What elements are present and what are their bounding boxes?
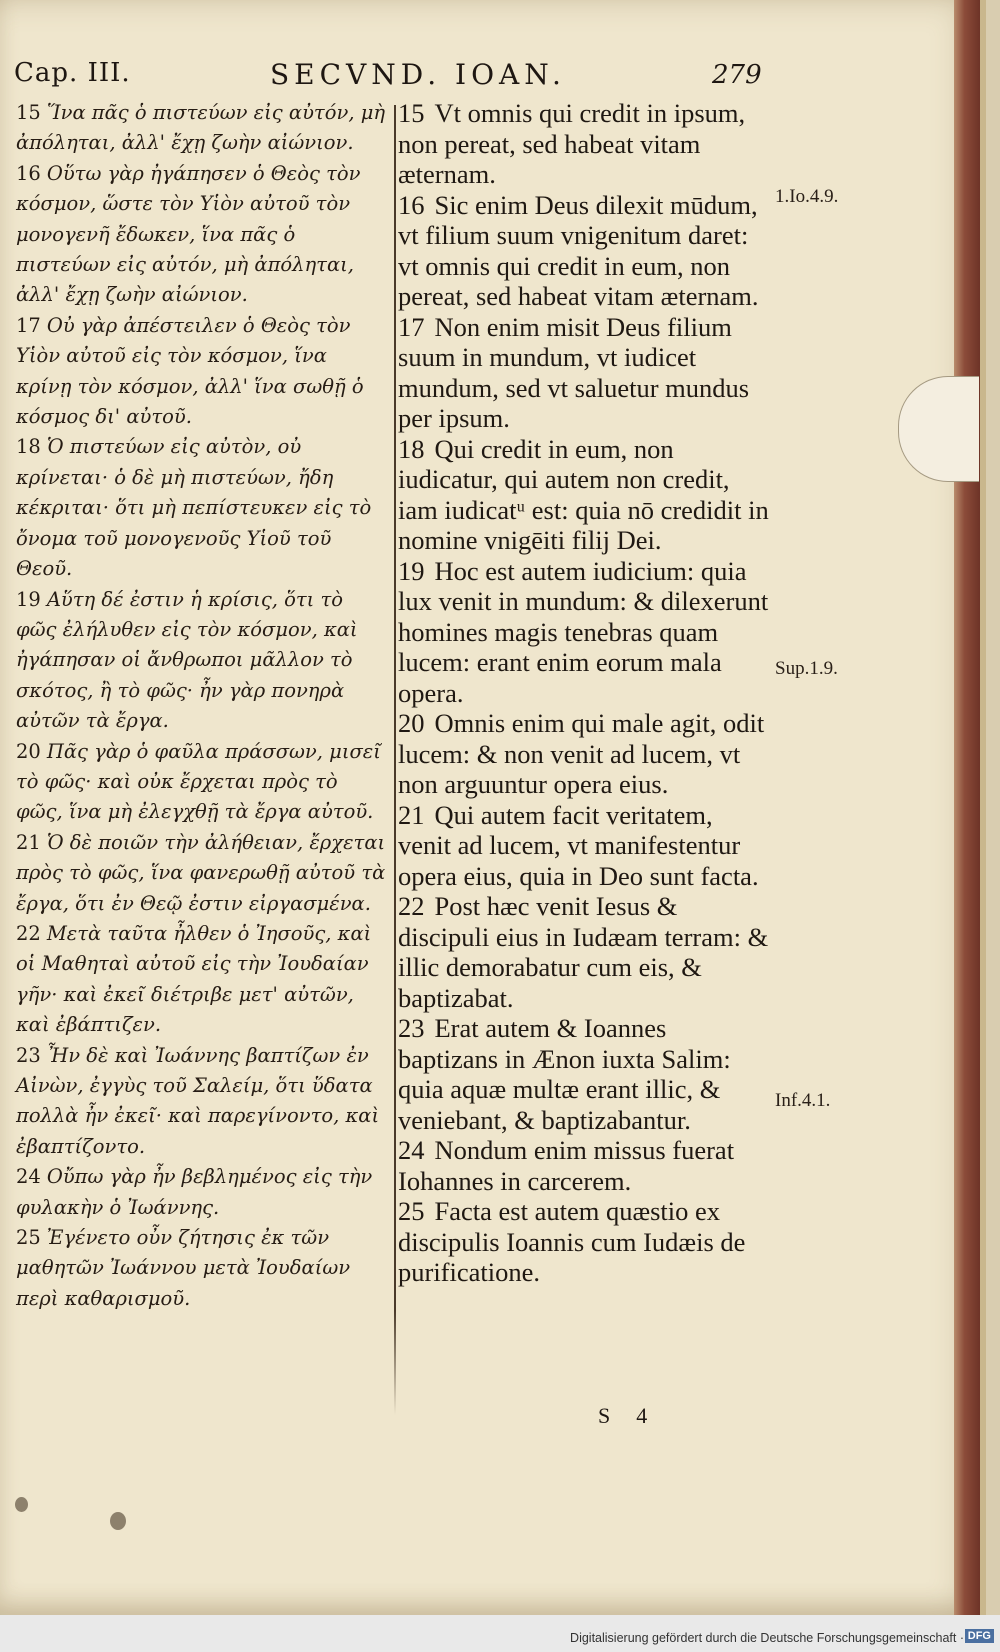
verse-number: 22 [398, 891, 425, 921]
verse-number: 24 [398, 1135, 425, 1165]
greek-verse [16, 585, 388, 737]
signature-number: 4 [636, 1403, 648, 1428]
verse-number: 22 [16, 921, 41, 945]
greek-verse [16, 737, 388, 828]
verse-text: Οὐ γὰρ ἀπέστειλεν ὁ Θεὸς τὸν Υἱὸν αὐτοῦ εἰς τὸν κόσμον, ἵνα κρίνῃ τὸν κόσμον, ἀλλ' ἵνα σωθῇ ὁ κόσμος δι' αὐτοῦ. [16, 313, 364, 429]
ink-stain [15, 1497, 28, 1512]
latin-verse [398, 800, 770, 892]
greek-verse [16, 919, 388, 1041]
greek-column [16, 98, 388, 1314]
latin-verse [398, 1013, 770, 1135]
greek-verse [16, 828, 388, 919]
column-rule [394, 105, 396, 1415]
page-clip-mark [898, 376, 979, 482]
latin-verse [398, 312, 770, 434]
verse-text: Ἦν δὲ καὶ Ἰωάννης βαπτίζων ἐν Αἰνὼν, ἐγγὺς τοῦ Σαλείμ, ὅτι ὕδατα πολλὰ ἦν ἐκεῖ· καὶ παρεγίνοντο, καὶ ἐβαπτίζοντο. [16, 1043, 380, 1158]
verse-number: 20 [16, 739, 41, 763]
greek-verse [16, 1041, 388, 1163]
margin-note-cross-reference: Sup.1.9. [775, 658, 838, 679]
ink-stain [110, 1512, 126, 1530]
verse-number: 15 [398, 98, 425, 128]
verse-number: 19 [398, 555, 425, 586]
verse-number: 18 [16, 435, 41, 459]
page-edge [954, 0, 980, 1615]
verse-text: Πᾶς γὰρ ὁ φαῦλα πράσσων, μισεῖ τὸ φῶς· καὶ οὐκ ἔρχεται πρὸς τὸ φῶς, ἵνα μὴ ἐλεγχθῇ τὰ ἔργα αὐτοῦ. [16, 739, 381, 824]
verse-text: Ὁ πιστεύων εἰς αὐτὸν, οὐ κρίνεται· ὁ δὲ μὴ πιστεύων, ἤδη κέκριται· ὅτι μὴ πεπίστευκεν εἰς τὸ ὄνομα τοῦ μονογενοῦς Υἱοῦ τοῦ Θεοῦ. [16, 435, 372, 581]
latin-column [398, 98, 770, 1288]
latin-verse [398, 556, 770, 709]
verse-text: Αὕτη δέ ἐστιν ἡ κρίσις, ὅτι τὸ φῶς ἐλήλυθεν εἰς τὸν κόσμον, καὶ ἠγάπησαν οἱ ἄνθρωποι μᾶλλον τὸ σκότος, ἢ τὸ φῶς· ἦν γὰρ πονηρὰ αὐτῶν τὰ ἔργα. [16, 587, 358, 733]
verse-number: 15 [16, 101, 41, 124]
signature-letter: S [598, 1403, 611, 1428]
verse-number: 23 [398, 1013, 425, 1043]
verse-text: Omnis enim qui male agit, odit lucem: & non venit ad lucem, vt non arguuntur opera eius. [398, 708, 765, 799]
digitization-footer [0, 1615, 1000, 1652]
running-title: SECVND. IOAN. [270, 58, 566, 91]
verse-text: Ἵνα πᾶς ὁ πιστεύων εἰς αὐτόν, μὴ ἀπόληται, ἀλλ' ἔχῃ ζωὴν αἰώνιον. [16, 101, 386, 155]
footer-credit: Digitalisierung gefördert durch die Deutsche Forschungsgemeinschaft · [570, 1631, 964, 1645]
verse-number: 16 [16, 161, 41, 185]
verse-number: 25 [16, 1226, 41, 1250]
verse-number: 20 [398, 708, 425, 738]
signature-mark [598, 1403, 673, 1429]
latin-verse [398, 1135, 770, 1196]
greek-verse [16, 432, 388, 584]
page-number: 279 [712, 60, 762, 90]
verse-text: Vt omnis qui credit in ipsum, non pereat, sed habeat vitam æternam. [398, 98, 746, 189]
verse-text: Sic enim Deus dilexit mūdum, vt filium suum vnigenitum daret: vt omnis qui credit in eum, non pereat, sed habeat vitam æternam. [398, 189, 759, 311]
greek-verse [16, 1223, 388, 1314]
verse-text: Qui autem facit veritatem, venit ad lucem, vt manifestentur opera eius, quia in Deo sunt facta. [398, 799, 759, 891]
greek-verse [16, 98, 388, 159]
greek-verse [16, 1162, 388, 1223]
latin-verse [398, 1196, 770, 1288]
verse-number: 19 [16, 587, 41, 611]
verse-text: Nondum enim missus fuerat Iohannes in carcerem. [398, 1135, 735, 1196]
verse-text: Ἐγένετο οὖν ζήτησις ἐκ τῶν μαθητῶν Ἰωάννου μετὰ Ἰουδαίων περὶ καθαρισμοῦ. [16, 1226, 351, 1310]
verse-number: 16 [398, 189, 425, 220]
verse-text: Facta est autem quæstio ex discipulis Ioannis cum Iudæis de purificatione. [398, 1196, 746, 1287]
margin-note-cross-reference: Inf.4.1. [775, 1090, 831, 1111]
verse-text: Ὁ δὲ ποιῶν τὴν ἀλήθειαν, ἔρχεται πρὸς τὸ φῶς, ἵνα φανερωθῇ αὐτοῦ τὰ ἔργα, ὅτι ἐν Θεῷ ἐστιν εἰργασμένα. [16, 830, 386, 915]
latin-verse [398, 708, 770, 800]
dfg-logo: DFG [965, 1629, 994, 1643]
verse-text: Μετὰ ταῦτα ἦλθεν ὁ Ἰησοῦς, καὶ οἱ Μαθηταὶ αὐτοῦ εἰς τὴν Ἰουδαίαν γῆν· καὶ ἐκεῖ διέτριβε μετ' αὐτῶν, καὶ ἐβάπτιζεν. [16, 921, 372, 1037]
greek-verse [16, 159, 388, 311]
verse-text: Post hæc venit Iesus & discipuli eius in Iudæam terram: & illic demorabatur cum eis, & baptizabat. [398, 891, 769, 1013]
verse-text: Οὕτω γὰρ ἠγάπησεν ὁ Θεὸς τὸν κόσμον, ὥστε τὸν Υἱὸν αὐτοῦ τὸν μονογενῆ ἔδωκεν, ἵνα πᾶς ὁ πιστεύων εἰς αὐτόν, μὴ ἀπόληται, ἀλλ' ἔχῃ ζωὴν αἰώνιον. [16, 161, 361, 307]
verse-text: Erat autem & Ioannes baptizans in Ænon iuxta Salim: quia aquæ multæ erant illic, & veniebant, & baptizabantur. [398, 1013, 731, 1135]
verse-text: Οὔπω γὰρ ἦν βεβλημένος εἰς τὴν φυλακὴν ὁ Ἰωάννης. [16, 1165, 373, 1219]
verse-number: 21 [398, 799, 425, 830]
verse-number: 17 [398, 311, 425, 342]
verse-number: 25 [398, 1196, 425, 1226]
verse-text: Qui credit in eum, non iudicatur, qui autem non credit, iam iudicatᵘ est: quia nō credidit in nomine vnigēiti filij Dei. [398, 433, 769, 555]
verse-number: 23 [16, 1043, 41, 1067]
latin-verse [398, 98, 770, 190]
margin-note-cross-reference: 1.Io.4.9. [775, 186, 839, 207]
greek-verse [16, 311, 388, 433]
latin-verse [398, 891, 770, 1013]
verse-number: 21 [16, 830, 41, 854]
verse-number: 18 [398, 433, 425, 464]
verse-number: 24 [16, 1165, 41, 1189]
verse-text: Hoc est autem iudicium: quia lux venit in mundum: & dilexerunt homines magis tenebras quam lucem: erant enim eorum mala opera. [398, 555, 769, 708]
latin-verse [398, 190, 770, 312]
verse-text: Non enim misit Deus filium suum in mundum, vt iudicet mundum, sed vt saluetur mundus per ipsum. [398, 311, 750, 433]
latin-verse [398, 434, 770, 556]
verse-number: 17 [16, 313, 41, 337]
chapter-heading: Cap. III. [14, 58, 131, 88]
